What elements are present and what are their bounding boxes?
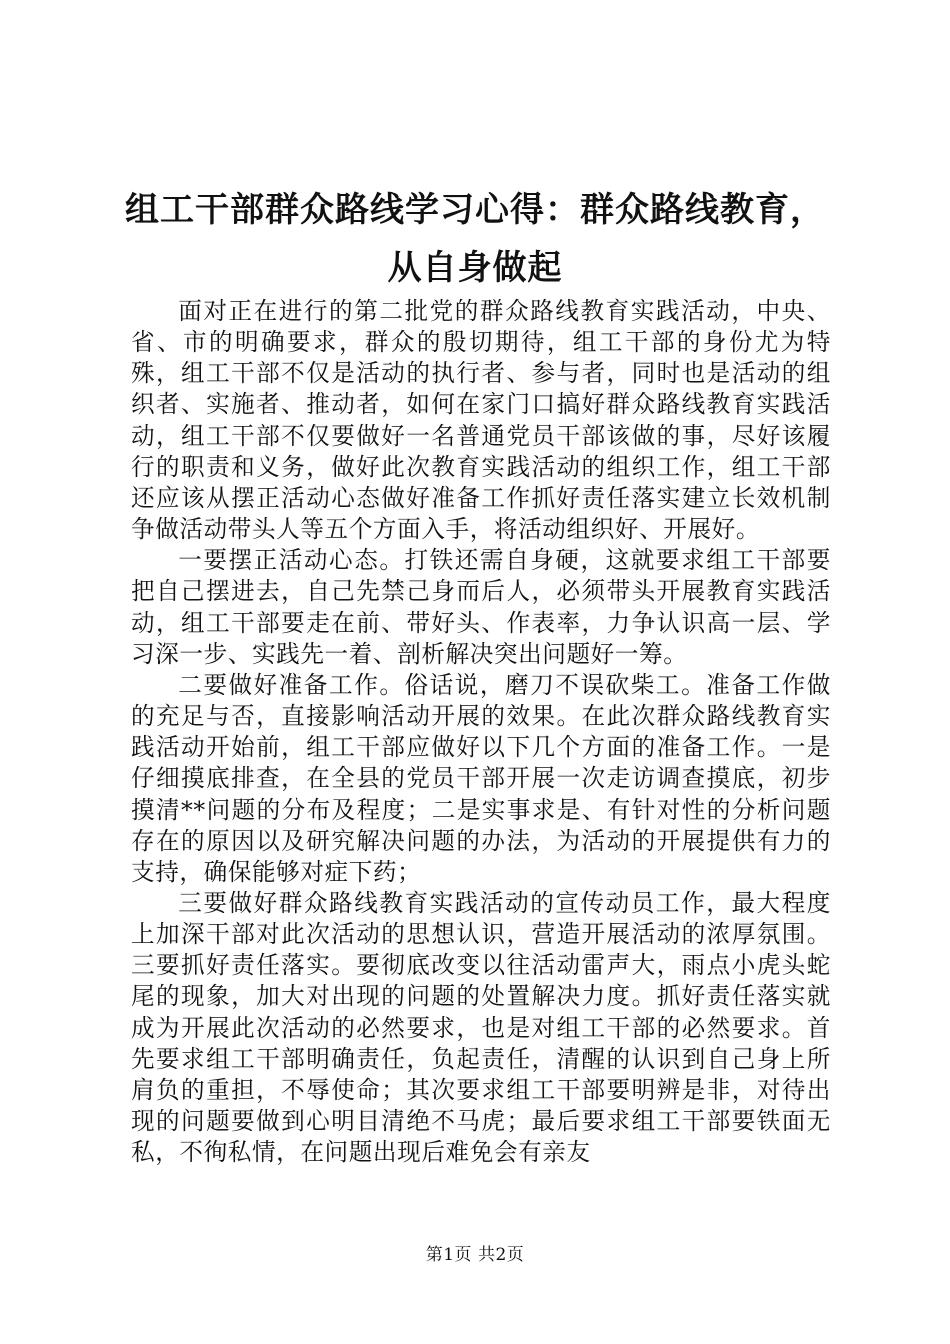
paragraph-1: 面对正在进行的第二批党的群众路线教育实践活动，中央、省、市的明确要求，群众的殷切期待，组工干部的身份尤为特殊，组工干部不仅是活动的执行者、参与者，同时也是活动的组织者、实施者、推动者，如何在家门口搞好群众路线教育实践活动，组工干部不仅要做好一名普通党员干部该做的事，尽好该履行的职责和义务，做好此次教育实践活动的组织工作，组工干部还应该从摆正活动心态做好准备工作抓好责任落实建立长效机制争做活动带头人等五个方面入手，将活动组织好、开展好。 [131,297,831,544]
paragraph-2: 一要摆正活动心态。打铁还需自身硬，这就要求组工干部要把自己摆进去，自己先禁己身而后人，必须带头开展教育实践活动，组工干部要走在前、带好头、作表率，力争认识高一层、学习深一步、实践先一着、剖析解决突出问题好一筹。 [131,546,831,668]
page-number-footer: 第1页 共2页 [425,1245,525,1265]
paragraph-3: 二要做好准备工作。俗话说，磨刀不误砍柴工。准备工作做的充足与否，直接影响活动开展的效果。在此次群众路线教育实践活动开始前，组工干部应做好以下几个方面的准备工作。一是仔细摸底排查，在全县的党员干部开展一次走访调查摸底，初步摸清**问题的分布及程度；二是实事求是、有针对性的分析问题存在的原因以及研究解决问题的办法，为活动的开展提供有力的支持，确保能够对症下药； [131,670,831,886]
paragraph-4: 三要做好群众路线教育实践活动的宣传动员工作，最大程度上加深干部对此次活动的思想认识，营造开展活动的浓厚氛围。三要抓好责任落实。要彻底改变以往活动雷声大，雨点小虎头蛇尾的现象，加大对出现的问题的处置解决力度。抓好责任落实就成为开展此次活动的必然要求，也是对组工干部的必然要求。首先要求组工干部明确责任，负起责任，清醒的认识到自己身上所肩负的重担，不辱使命；其次要求组工干部要明辨是非，对待出现的问题要做到心明目清绝不马虎；最后要求组工干部要铁面无私，不徇私情，在问题出现后难免会有亲友 [131,888,831,1167]
document-body [131,296,831,1168]
document-title-line-1: 组工干部群众路线学习心得：群众路线教育， [125,190,825,230]
document-title-line-2: 从自身做起 [387,248,563,288]
